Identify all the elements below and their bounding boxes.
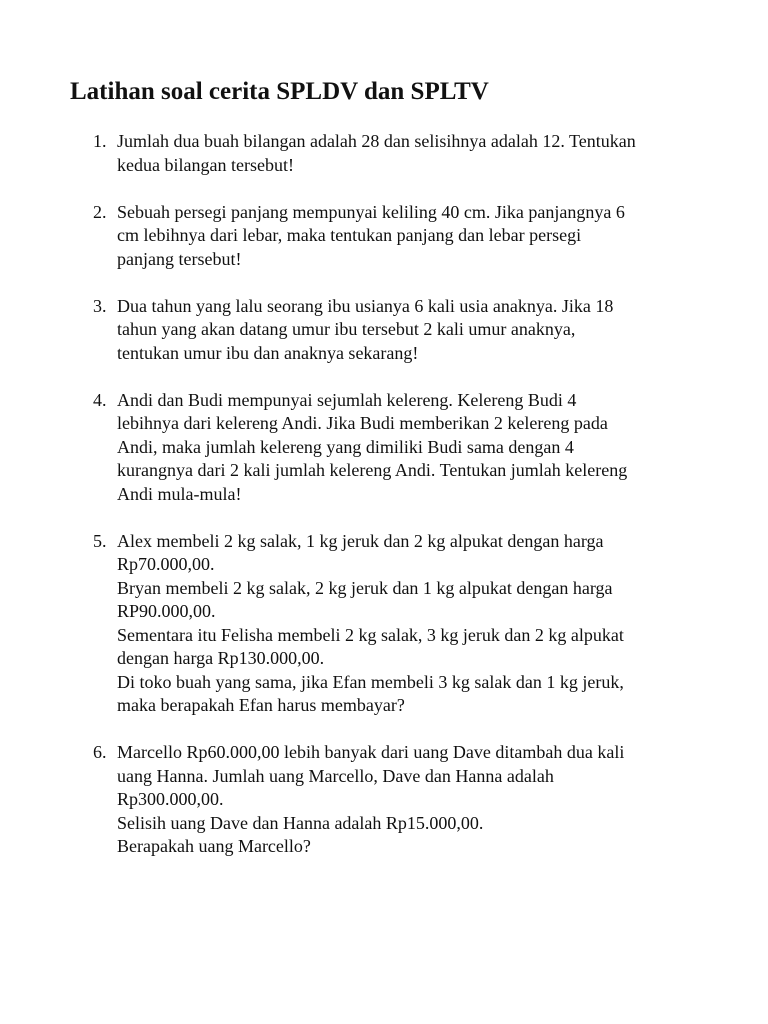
question-text-line: lebihnya dari kelereng Andi. Jika Budi memberikan 2 kelereng pada (117, 413, 608, 433)
question-text-line: kurangnya dari 2 kali jumlah kelereng Andi. Tentukan jumlah kelereng (117, 460, 628, 480)
question-text-line: Marcello Rp60.000,00 lebih banyak dari uang Dave ditambah dua kali (117, 742, 625, 762)
question-text-line: maka berapakah Efan harus membayar? (117, 695, 405, 715)
question-text-line: cm lebihnya dari lebar, maka tentukan panjang dan lebar persegi (117, 225, 582, 245)
question-text-line: Selisih uang Dave dan Hanna adalah Rp15.000,00. (117, 812, 484, 833)
question-text-line: kedua bilangan tersebut! (117, 154, 294, 175)
question-number: 6. (93, 742, 107, 762)
question-number: 3. (93, 295, 107, 316)
question-number: 1. (93, 131, 107, 151)
question-text-line: Rp300.000,00. (117, 789, 224, 809)
question-text-line: Berapakah uang Marcello? (117, 836, 311, 856)
question-text-line: Andi, maka jumlah kelereng yang dimiliki Budi sama dengan 4 (117, 436, 574, 457)
question-number: 4. (93, 389, 107, 410)
question-text-line: RP90.000,00. (117, 601, 216, 621)
question-item (93, 741, 713, 859)
question-number: 5. (93, 530, 107, 551)
question-text-line: panjang tersebut! (117, 248, 242, 269)
question-number: 2. (93, 201, 107, 222)
page-title: Latihan soal cerita SPLDV dan SPLTV (70, 78, 489, 105)
question-text-line: Dua tahun yang lalu seorang ibu usianya 6 kali usia anaknya. Jika 18 (117, 295, 614, 316)
question-item (93, 389, 713, 507)
question-text (117, 530, 713, 718)
question-text (117, 295, 713, 366)
question-item (93, 201, 713, 272)
question-item (93, 530, 713, 718)
question-text (117, 130, 713, 177)
question-text-line: Alex membeli 2 kg salak, 1 kg jeruk dan 2 kg alpukat dengan harga (117, 530, 604, 551)
question-text-line: Di toko buah yang sama, jika Efan membeli 3 kg salak dan 1 kg jeruk, (117, 671, 624, 692)
question-text (117, 389, 713, 507)
question-text-line: Rp70.000,00. (117, 554, 215, 574)
question-text-line: Bryan membeli 2 kg salak, 2 kg jeruk dan 1 kg alpukat dengan harga (117, 577, 613, 598)
question-text-line: Sebuah persegi panjang mempunyai keliling 40 cm. Jika panjangnya 6 (117, 201, 625, 222)
question-list (93, 130, 713, 882)
question-text-line: dengan harga Rp130.000,00. (117, 648, 325, 668)
question-text (117, 741, 713, 859)
question-text-line: Andi dan Budi mempunyai sejumlah kelereng. Kelereng Budi 4 (117, 389, 577, 410)
question-item (93, 295, 713, 366)
question-text-line: tentukan umur ibu dan anaknya sekarang! (117, 342, 419, 363)
question-text-line: Sementara itu Felisha membeli 2 kg salak, 3 kg jeruk dan 2 kg alpukat (117, 624, 624, 645)
question-text-line: Jumlah dua buah bilangan adalah 28 dan selisihnya adalah 12. Tentukan (117, 131, 636, 151)
question-text (117, 201, 713, 272)
question-text-line: uang Hanna. Jumlah uang Marcello, Dave dan Hanna adalah (117, 765, 554, 786)
question-text-line: tahun yang akan datang umur ibu tersebut 2 kali umur anaknya, (117, 319, 576, 339)
question-text-line: Andi mula-mula! (117, 483, 242, 504)
question-item (93, 130, 713, 177)
